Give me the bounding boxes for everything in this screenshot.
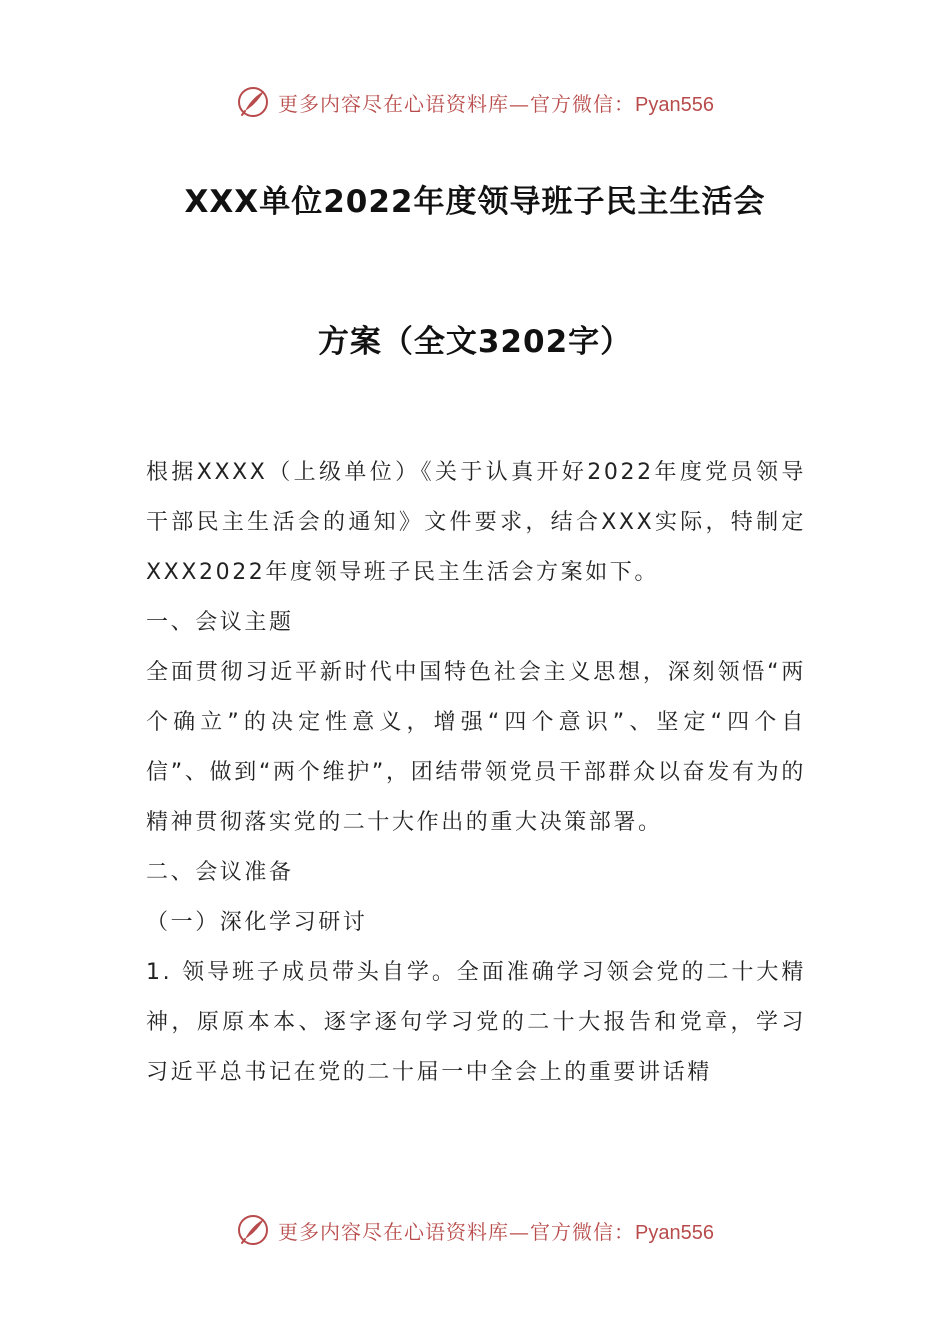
quill-logo-icon	[236, 1213, 270, 1247]
subheading-study: （一）深化学习研讨	[146, 910, 368, 935]
footer-banner	[0, 1210, 950, 1250]
document-title-line-2: 方案（全文3202字）	[317, 324, 633, 360]
wechat-id: Pyan556	[635, 93, 714, 116]
banner-text: 更多内容尽在心语资料库—官方微信：Pyan556	[278, 1219, 714, 1244]
quill-logo-icon	[236, 85, 270, 119]
banner-text: 更多内容尽在心语资料库—官方微信：Pyan556	[278, 91, 714, 116]
paragraph-item-1: 1. 领导班子成员带头自学。全面准确学习领会党的二十大精神，原原本本、逐字逐句学习党的二十大报告和党章，学习习近平总书记在党的二十届一中全会上的重要讲话精	[146, 960, 806, 1085]
paragraph-intro: 根据XXXX（上级单位）《关于认真开好2022年度党员领导干部民主生活会的通知》文件要求，结合XXX实际，特制定XXX2022年度领导班子民主生活会方案如下。	[146, 460, 806, 585]
heading-section-2: 二、会议准备	[146, 860, 294, 885]
paragraph-theme: 全面贯彻习近平新时代中国特色社会主义思想，深刻领悟“两个确立”的决定性意义，增强“四个意识”、坚定“四个自信”、做到“两个维护”，团结带领党员干部群众以奋发有为的精神贯彻落实党的二十大作出的重大决策部署。	[146, 660, 806, 835]
wechat-id: Pyan556	[635, 1221, 714, 1244]
heading-section-1: 一、会议主题	[146, 610, 294, 635]
header-banner	[0, 82, 950, 122]
document-title-line-1: XXX单位2022年度领导班子民主生活会	[184, 184, 766, 220]
document-body	[146, 448, 806, 1098]
